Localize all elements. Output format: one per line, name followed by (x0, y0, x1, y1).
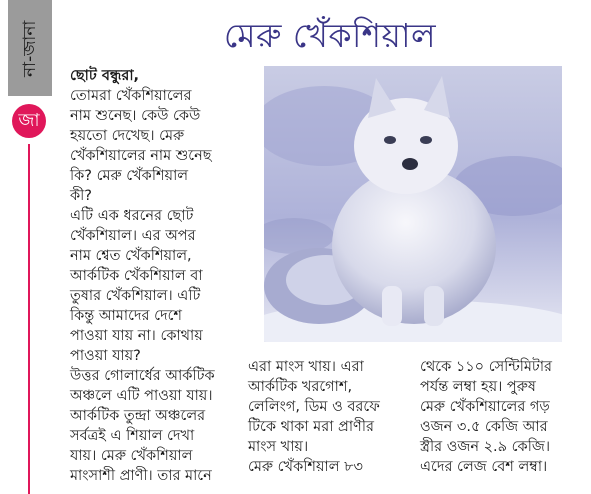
article-title: মেরু খেঁকশিয়াল (223, 16, 437, 55)
text-line: এরা মাংস খায়। এরা (248, 359, 364, 375)
section-tab-label: না-জানা (20, 20, 40, 78)
text-line: থেকে ১১০ সেন্টিমিটার (420, 359, 553, 375)
text-line: মেরু খেঁকশিয়াল ৮৩ (248, 459, 363, 475)
section-tab-background (8, 0, 52, 96)
text-line: পর্যন্ত লম্বা হয়। পুরুষ (420, 379, 536, 395)
arctic-fox-photo (264, 66, 562, 342)
text-line: আর্কটিক খেঁকশিয়াল বা (70, 268, 203, 284)
section-tab (8, 0, 52, 494)
text-line: লেলিংগ, ডিম ও বরফে (248, 399, 380, 415)
text-line: এদের লেজ বেশ লম্বা। (420, 459, 548, 475)
text-line: উত্তর গোলার্ধের আর্কটিক (70, 368, 215, 384)
text-line: নাম শ্বেত খেঁকশিয়াল, (70, 248, 192, 264)
text-line: মাংস খায়। (248, 439, 309, 455)
text-line: নাম শুনেছ। কেউ কেউ (70, 108, 201, 124)
text-line: পাওয়া যায় না। কোথায় (70, 328, 203, 344)
text-line: খেঁকশিয়ালের নাম শুনেছ (70, 148, 212, 164)
text-line: কী? (70, 188, 92, 204)
text-line: টিকে থাকা মরা প্রাণীর (248, 419, 374, 435)
text-line: মাংসাশী প্রাণী। তার মানে (70, 468, 212, 484)
section-badge: জা (12, 104, 46, 138)
text-line: খেঁকশিয়াল। এর অপর (70, 228, 196, 244)
article-column-right (420, 357, 588, 477)
text-line: পাওয়া যায়? (70, 348, 141, 364)
text-line: ওজন ৩.৫ কেজি আর (420, 419, 548, 435)
text-line: এটি এক ধরনের ছোট (70, 208, 194, 224)
greeting: ছোট বন্ধুরা, (70, 68, 140, 84)
text-line: কিন্তু আমাদের দেশে (70, 308, 182, 324)
text-line: অঞ্চলে এটি পাওয়া যায়। (70, 388, 213, 404)
text-line: যায়। মেরু খেঁকশিয়াল (70, 448, 193, 464)
article-column-left (70, 66, 256, 486)
text-line: আর্কটিক খরগোশ, (248, 379, 353, 395)
text-line: হয়তো দেখেছ। মেরু (70, 128, 185, 144)
text-line: কি? মেরু খেঁকশিয়াল (70, 168, 189, 184)
section-divider (28, 144, 30, 494)
text-line: মেরু খেঁকশিয়ালের গড় (420, 399, 550, 415)
text-line: আর্কটিক তুন্দ্রা অঞ্চলের (70, 408, 206, 424)
text-line: সর্বত্রই এ শিয়াল দেখা (70, 428, 195, 444)
text-line: তুষার খেঁকশিয়াল। এটি (70, 288, 201, 304)
article-column-middle (248, 357, 426, 477)
text-line: স্ত্রীর ওজন ২.৯ কেজি। (420, 439, 551, 455)
text-line: তোমরা খেঁকশিয়ালের (70, 88, 192, 104)
